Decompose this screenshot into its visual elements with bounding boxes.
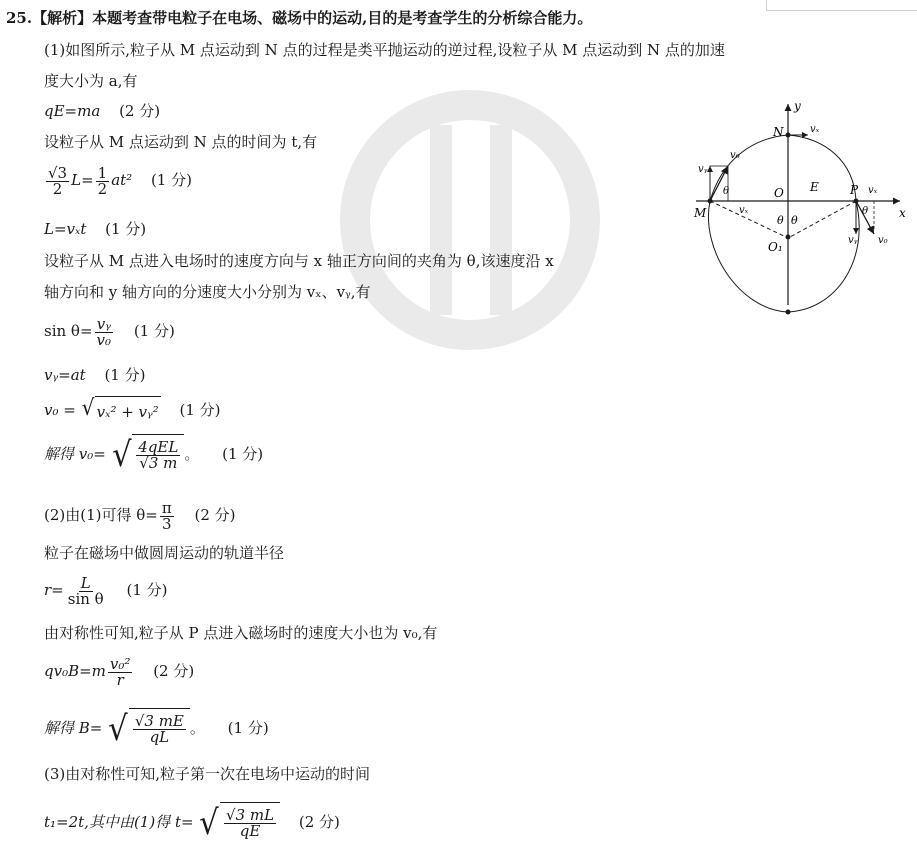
label-theta-2: θ: [791, 214, 798, 227]
fraction: $\frac{\pi}{3}$: [161, 498, 172, 533]
label-vx-p: vₓ: [868, 185, 878, 196]
page-corner-line: [766, 0, 917, 11]
p1-eq4: sin θ= $\frac{\text{vᵧ}}{\text{v₀}}$ (1 分): [44, 314, 175, 349]
p1-eq2: $\frac{√3}{2}$ L= $\frac{1}{2}$ at² (1 分): [48, 163, 192, 198]
fraction: $\frac{√3}{2}$: [48, 163, 68, 198]
label-x: x: [899, 206, 906, 220]
p3-line1: (3)由对称性可知,粒子第一次在电场中运动的时间: [44, 765, 371, 783]
fraction: $\frac{\text{v₀²}}{r}$: [109, 654, 131, 689]
p2-eq1: r= $\frac{L}{\text{sin θ}}$ (1 分): [44, 573, 168, 608]
fraction: $\frac{\text{vᵧ}}{\text{v₀}}$: [96, 314, 112, 349]
p2-eq3: 解得 B= √ $\frac{√3 mE}{qL}$ 。 (1 分): [44, 709, 269, 749]
square-root: √ vₓ² + vᵧ²: [81, 396, 161, 427]
label-vx-m: vₓ: [739, 205, 749, 216]
fraction: $\frac{1}{2}$: [97, 163, 108, 198]
score: (1 分): [150, 171, 192, 189]
score: (1 分): [227, 719, 269, 737]
p1-eq1: [44, 101, 160, 121]
score: (2 分): [153, 662, 195, 680]
score: (2 分): [194, 506, 236, 524]
p1-line4: 设粒子从 M 点进入电场时的速度方向与 x 轴正方向间的夹角为 θ,该速度沿 x: [44, 252, 554, 270]
watermark-logo: [335, 85, 605, 355]
square-root: √ $\frac{√3 mE}{qL}$: [107, 708, 190, 750]
score: (1 分): [179, 401, 221, 419]
label-theta-p: θ: [862, 206, 869, 217]
p1-line3: 设粒子从 M 点运动到 N 点的时间为 t,有: [44, 133, 318, 151]
score: (1 分): [126, 581, 168, 599]
fraction: $\frac{L}{\text{sin θ}}$: [67, 573, 104, 608]
p2-line2: 粒子在磁场中做圆周运动的轨道半径: [44, 544, 285, 562]
score: (2 分): [119, 102, 161, 120]
score: (1 分): [104, 366, 146, 384]
label-vx-n: vₓ: [810, 124, 820, 135]
p2-line3: 由对称性可知,粒子从 P 点进入磁场时的速度大小也为 v₀,有: [44, 624, 438, 642]
label-y: y: [794, 100, 801, 113]
square-root: √ $\frac{√3 mL}{qE}$: [198, 802, 280, 844]
square-root: √ $\frac{\text{4qEL}}{√3 m}$: [111, 434, 185, 476]
header-text: 本题考查带电粒子在电场、磁场中的运动,目的是考查学生的分析综合能力。: [92, 9, 593, 27]
magnetic-field-circle: [708, 201, 859, 312]
p1-eq3: L=vₓt (1 分): [44, 220, 147, 238]
score: (2 分): [298, 813, 340, 831]
p1-eq5: vᵧ=at (1 分): [44, 366, 146, 384]
label-e: E: [810, 180, 819, 194]
question-number: 25.: [6, 9, 33, 27]
p3-eq1: t₁=2t,其中由(1)得 t= √ $\frac{√3 mL}{qE}$ (2 分): [44, 803, 340, 843]
label-theta-m: θ: [723, 186, 730, 197]
p1-line2: 度大小为 a,有: [44, 72, 138, 90]
point-o1: [786, 235, 791, 240]
question-header: [6, 8, 592, 28]
p2-eq2: qv₀B=m $\frac{\text{v₀²}}{r}$ (2 分): [44, 654, 195, 689]
p2-line1: (2)由(1)可得 θ= $\frac{\pi}{3}$ (2 分): [44, 498, 236, 533]
label-o: O: [774, 186, 784, 200]
p1-eq6: v₀ = √ vₓ² + vᵧ² (1 分): [44, 395, 221, 427]
label-p: P: [850, 183, 859, 197]
label-o1: O₁: [768, 240, 783, 254]
label-theta-1: θ: [777, 214, 784, 227]
score: (1 分): [105, 220, 147, 238]
label-n: N: [773, 125, 784, 139]
p1-line1: (1)如图所示,粒子从 M 点运动到 N 点的过程是类平抛运动的逆过程,设粒子从 M 点运动到 N 点的加速: [44, 41, 725, 59]
radius-line-right: [790, 201, 856, 237]
score: (1 分): [133, 322, 175, 340]
label-vy-p: vᵧ: [848, 235, 858, 246]
p1-eq7: 解得 v₀= √ $\frac{\text{4qEL}}{√3 m}$ 。 (1 分): [44, 435, 264, 475]
physics-diagram: [690, 100, 912, 320]
eq-qe-ma: qE=ma: [44, 102, 101, 120]
label-m: M: [694, 206, 707, 220]
analysis-tag: 【解析】: [32, 9, 93, 27]
label-v0-p: v₀: [878, 235, 888, 246]
p1-line5: 轴方向和 y 轴方向的分速度大小分别为 vₓ、vᵧ,有: [44, 283, 371, 301]
point-bottom: [786, 310, 791, 315]
label-v0-m: v₀: [730, 150, 740, 161]
score: (1 分): [222, 445, 264, 463]
label-vy-m: vᵧ: [698, 164, 708, 175]
